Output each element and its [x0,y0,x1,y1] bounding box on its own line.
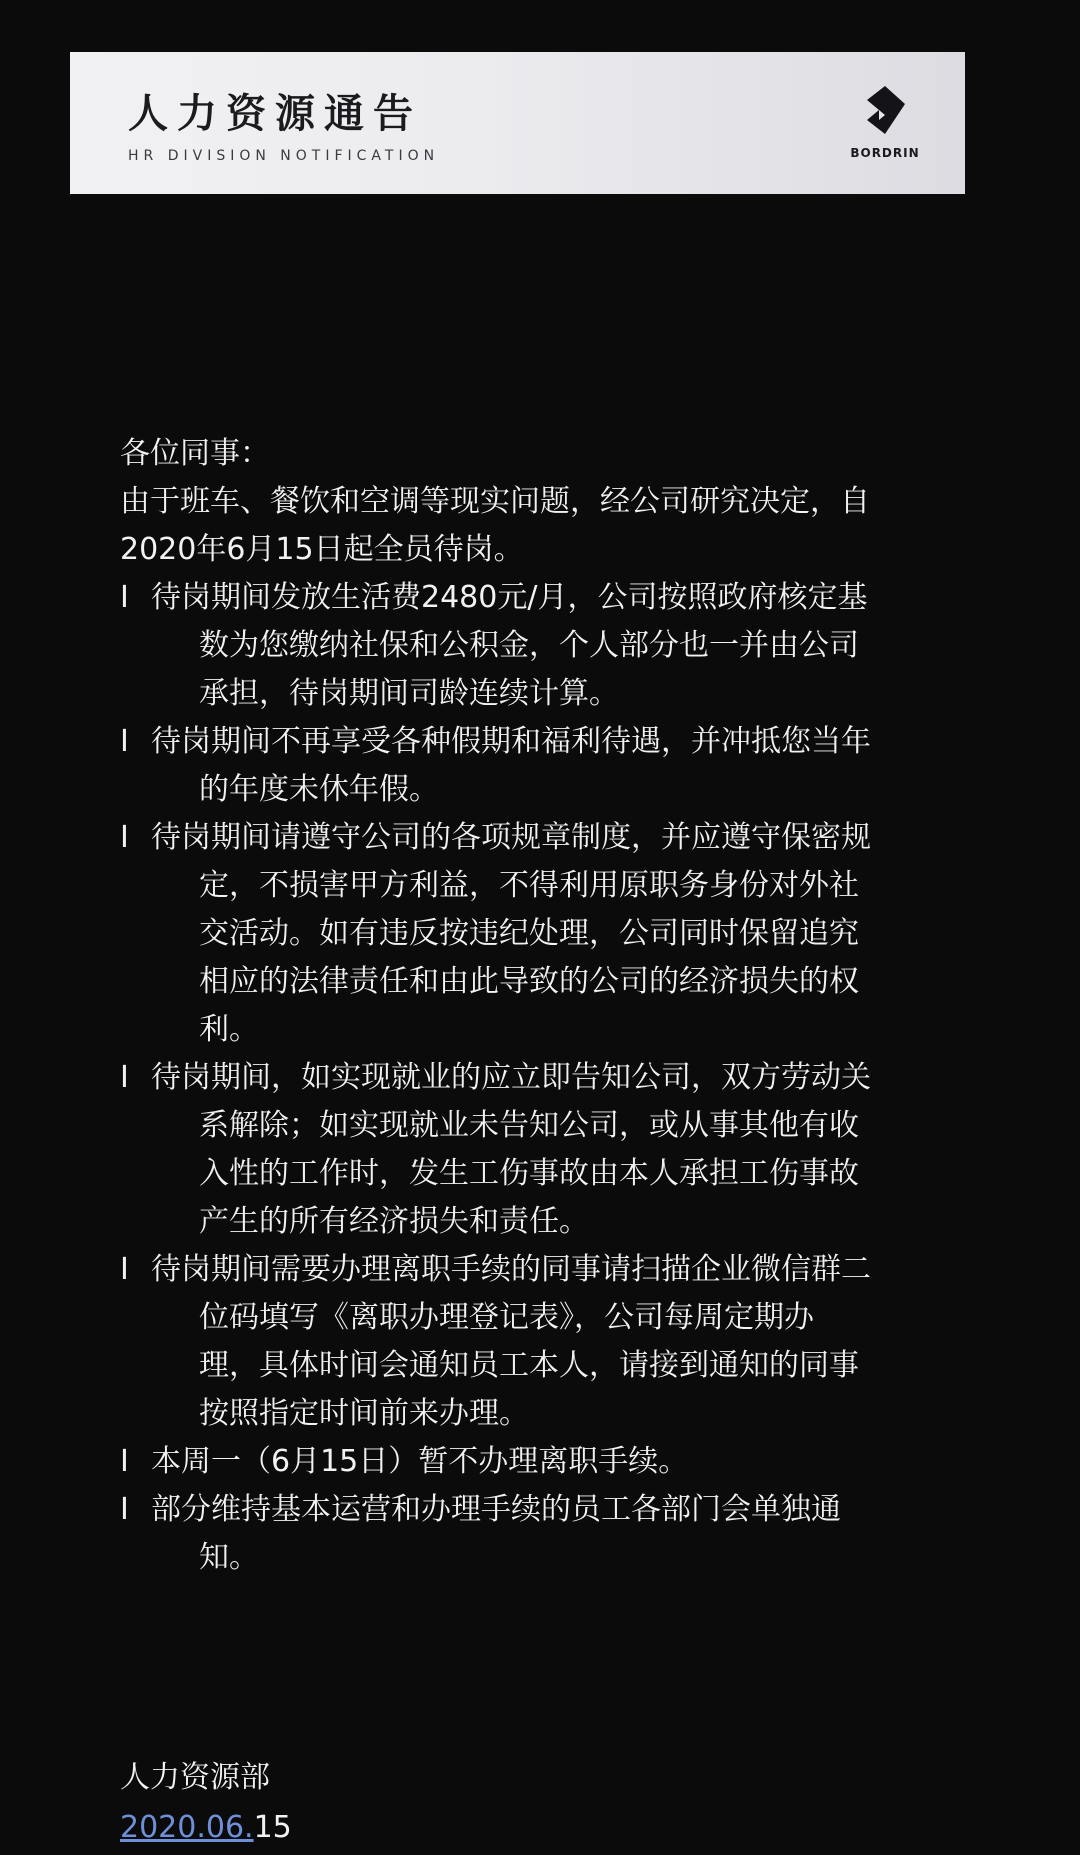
list-item-line: 部分维持基本运营和办理手续的员工各部门会单独通 [151,1492,841,1527]
list-item [120,718,970,814]
date-day: 15 [253,1810,292,1845]
list-item [120,1054,970,1246]
intro-line: 2020年6月15日起全员待岗。 [120,532,524,567]
bullet-mark: I [120,1492,129,1527]
list-item [120,814,970,1054]
logo-text: BORDRIN [850,146,920,160]
list-item [120,1438,970,1486]
list-item-line: 交活动。如有违反按违纪处理，公司同时保留追究 [199,916,859,951]
bullet-mark: I [120,1252,129,1287]
list-item [120,1486,970,1582]
list-item-line: 入性的工作时，发生工伤事故由本人承担工伤事故 [199,1156,859,1191]
list-item-line: 按照指定时间前来办理。 [199,1396,529,1431]
list-item-line: 利。 [199,1012,259,1047]
list-item-line: 数为您缴纳社保和公积金，个人部分也一并由公司 [199,628,859,663]
intro-line: 由于班车、餐饮和空调等现实问题，经公司研究决定，自 [120,484,870,519]
list-item-line: 相应的法律责任和由此导致的公司的经济损失的权 [199,964,859,999]
bullet-mark: I [120,724,129,759]
date-link[interactable]: 2020.06. [120,1810,254,1845]
notice-body [120,430,970,1582]
bullet-mark: I [120,1060,129,1095]
list-item-line: 待岗期间不再享受各种假期和福利待遇，并冲抵您当年 [151,724,871,759]
list-item-line: 系解除；如实现就业未告知公司，或从事其他有收 [199,1108,859,1143]
bullet-mark: I [120,1444,129,1479]
list-item-line: 待岗期间，如实现就业的应立即告知公司，双方劳动关 [151,1060,871,1095]
list-item-line: 理，具体时间会通知员工本人，请接到通知的同事 [199,1348,859,1383]
list-item-line: 待岗期间需要办理离职手续的同事请扫描企业微信群二 [151,1252,871,1287]
list-item-line: 位码填写《离职办理登记表》，公司每周定期办 [199,1300,814,1335]
list-item-line: 的年度未休年假。 [199,772,439,807]
list-item [120,1246,970,1438]
header-banner [70,52,965,194]
bordrin-logo-icon [863,84,907,136]
list-item-line: 待岗期间请遵守公司的各项规章制度，并应遵守保密规 [151,820,871,855]
list-item-line: 知。 [199,1540,259,1575]
list-item-line: 待岗期间发放生活费2480元/月，公司按照政府核定基 [151,580,868,615]
signature: 人力资源部 [120,1760,270,1795]
greeting: 各位同事： [120,436,270,471]
list-item-line: 本周一（6月15日）暂不办理离职手续。 [151,1444,689,1479]
list-item [120,574,970,718]
notice-date [120,1808,292,1848]
company-logo [830,80,940,180]
list-item-line: 产生的所有经济损失和责任。 [199,1204,589,1239]
list-item-line: 承担，待岗期间司龄连续计算。 [199,676,619,711]
banner-title: 人力资源通告 [128,91,422,137]
bullet-mark: I [120,580,129,615]
bullet-mark: I [120,820,129,855]
banner-subtitle: HR DIVISION NOTIFICATION [128,148,440,164]
list-item-line: 定，不损害甲方利益，不得利用原职务身份对外社 [199,868,859,903]
